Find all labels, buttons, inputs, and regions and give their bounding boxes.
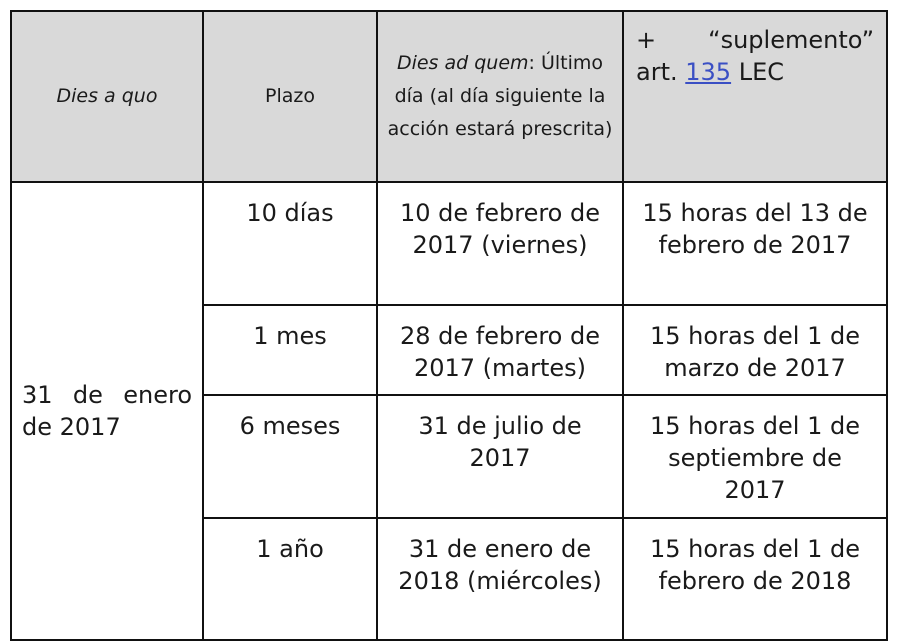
plazo-cell: 1 año: [203, 518, 377, 640]
suplemento-cell: 15 horas del 13 de febrero de 2017: [623, 182, 887, 305]
header-dies-a-quo-label: Dies a quo: [56, 85, 158, 107]
header-dies-ad-quem-label: Dies ad quem: [396, 52, 529, 74]
dies-a-quo-de: de: [72, 381, 103, 409]
header-suplemento-label: “suplemento”: [708, 26, 874, 54]
suplemento-cell: 15 horas del 1 de marzo de 2017: [623, 305, 887, 395]
plazo-cell: 6 meses: [203, 395, 377, 518]
table-row: [11, 182, 887, 305]
header-dies-ad-quem: [377, 11, 623, 182]
header-art-label: art.: [636, 58, 678, 86]
deadline-table: [10, 10, 888, 641]
ad-quem-cell: 10 de febrero de 2017 (viernes): [377, 182, 623, 305]
header-plazo-label: Plazo: [265, 85, 315, 107]
header-dies-a-quo: [11, 11, 203, 182]
header-plazo: [203, 11, 377, 182]
plazo-cell: 10 días: [203, 182, 377, 305]
ad-quem-cell: 31 de julio de 2017: [377, 395, 623, 518]
header-plus-sign: +: [636, 26, 657, 54]
suplemento-cell: 15 horas del 1 de septiembre de 2017: [623, 395, 887, 518]
dies-a-quo-month: enero: [123, 381, 192, 409]
dies-a-quo-cell: [11, 182, 203, 640]
ad-quem-cell: 31 de enero de 2018 (miércoles): [377, 518, 623, 640]
header-row: [11, 11, 887, 182]
dies-a-quo-day: 31: [22, 381, 53, 409]
deadline-table-container: [10, 10, 888, 641]
article-135-link[interactable]: 135: [685, 58, 732, 86]
dies-a-quo-year: de 2017: [22, 413, 121, 441]
plazo-cell: 1 mes: [203, 305, 377, 395]
suplemento-cell: 15 horas del 1 de febrero de 2018: [623, 518, 887, 640]
header-law-label: LEC: [738, 58, 785, 86]
header-dies-ad-quem-description: : Último día (al día siguiente la acción estará prescrita): [387, 52, 613, 140]
header-suplemento: [623, 11, 887, 182]
ad-quem-cell: 28 de febrero de 2017 (martes): [377, 305, 623, 395]
